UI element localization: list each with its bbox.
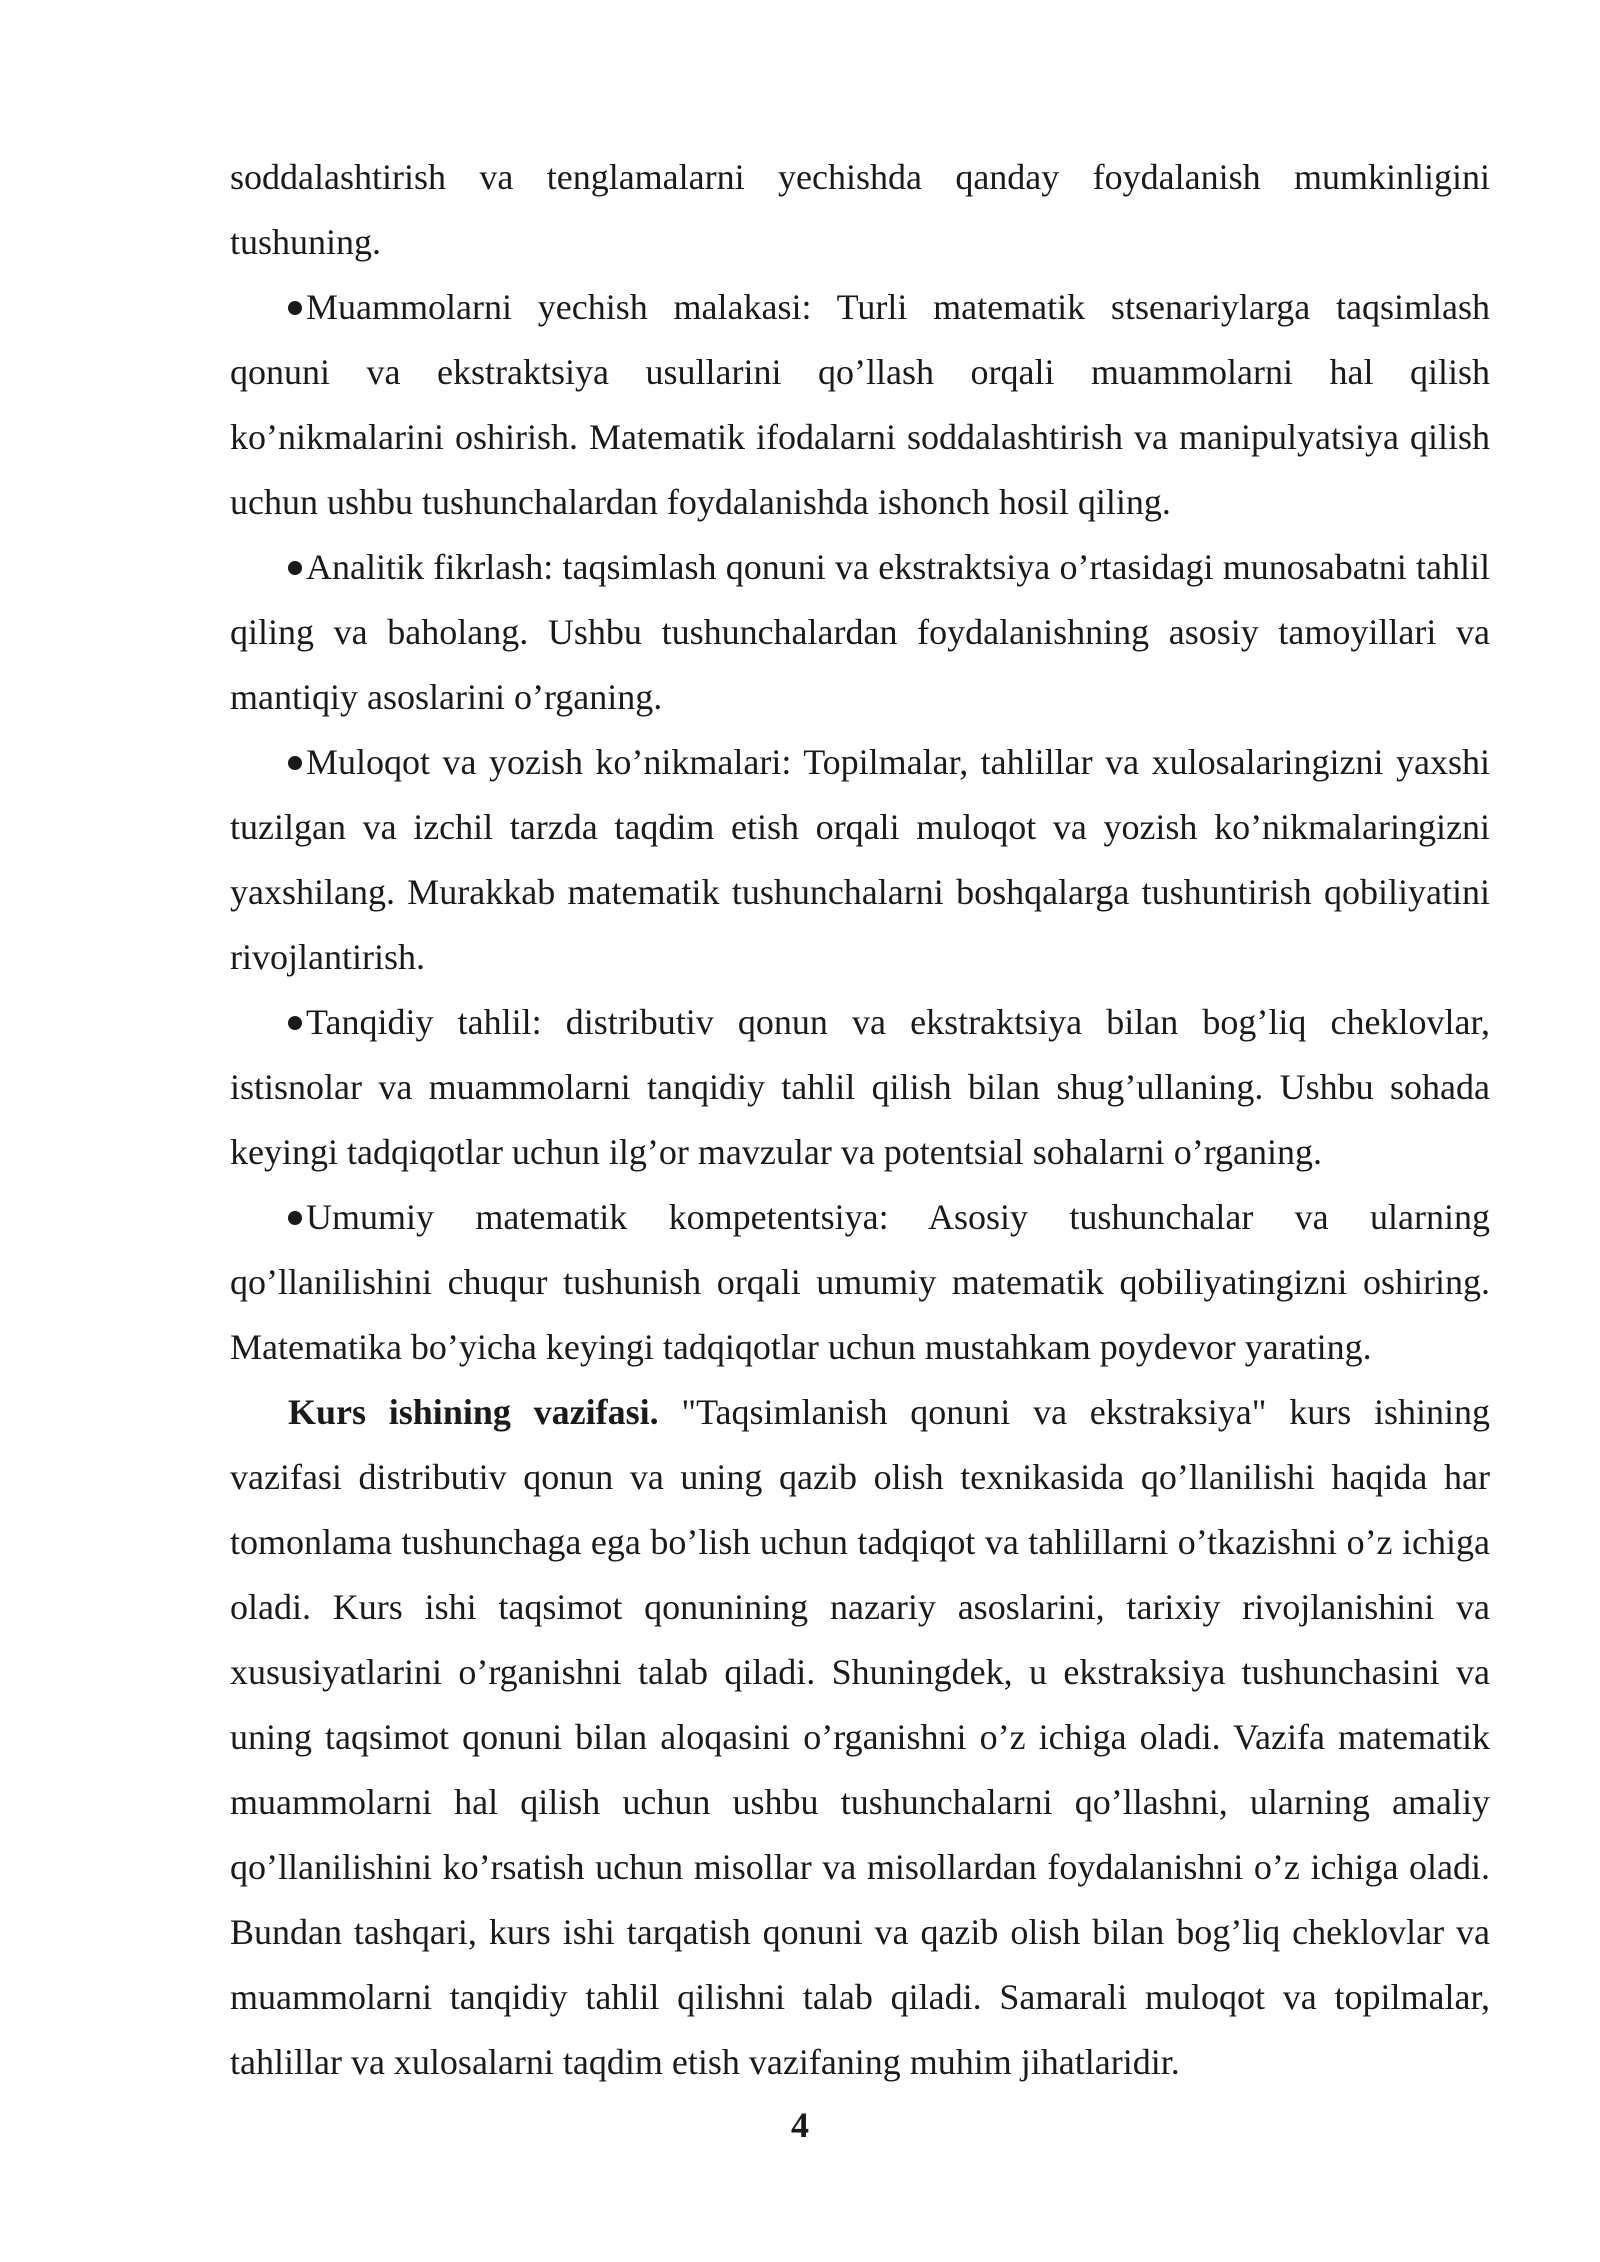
bullet-item-analytical-thinking [230,535,1490,730]
bullet-text: Muloqot va yozish ko’nikmalari: Topilmalar, tahlillar va xulosalaringizni yaxshi tuzilgan va izchil tarzda taqdim etish orqali muloqot va yozish ko’nikmalaringizni yaxshilang. Murakkab matematik tushunchalarni boshqalarga tushuntirish qobiliyatini rivojlantirish. [230,742,1490,977]
bullet-text: Analitik fikrlash: taqsimlash qonuni va ekstraktsiya o’rtasidagi munosabatni tahlil qiling va baholang. Ushbu tushunchalardan foydalanishning asosiy tamoyillari va mantiqiy asoslarini o’rganing. [230,547,1490,717]
bullet-text: Muammolarni yechish malakasi: Turli matematik stsenariylarga taqsimlash qonuni va ekstraktsiya usullarini qo’llash orqali muammolarni hal qilish ko’nikmalarini oshirish. Matematik ifodalarni soddalashtirish va manipulyatsiya qilish uchun ushbu tushunchalardan foydalanishda ishonch hosil qiling. [230,287,1490,522]
bullet-icon [288,301,302,315]
bullet-item-critical-analysis [230,990,1490,1185]
bullet-item-communication-skills [230,730,1490,990]
bullet-icon [288,756,302,770]
document-page [230,145,1490,2095]
intro-continuation-paragraph: soddalashtirish va tenglamalarni yechishda qanday foydalanish mumkinligini tushuning. [230,157,1490,262]
bullet-icon [288,1211,302,1225]
bullet-icon [288,1016,302,1030]
page-number: 4 [791,2105,809,2145]
bullet-icon [288,561,302,575]
bullet-item-problem-solving [230,275,1490,535]
task-body: "Taqsimlanish qonuni va ekstraksiya" kurs ishining vazifasi distributiv qonun va uning qazib olish texnikasida qo’llanilishi haqida har tomonlama tushunchaga ega bo’lish uchun tadqiqot va tahlillarni o’tkazishni o’z ichiga oladi. Kurs ishi taqsimot qonunining nazariy asoslarini, tarixiy rivojlanishini va xususiyatlarini o’rganishni talab qiladi. Shuningdek, u ekstraksiya tushunchasini va uning taqsimot qonuni bilan aloqasini o’rganishni o’z ichiga oladi. Vazifa matematik muammolarni hal qilish uchun ushbu tushunchalarni qo’llashni, ularning amaliy qo’llanilishini ko’rsatish uchun misollar va misollardan foydalanishni o’z ichiga oladi. Bundan tashqari, kurs ishi tarqatish qonuni va qazib olish bilan bog’liq cheklovlar va muammolarni tanqidiy tahlil qilishni talab qiladi. Samarali muloqot va topilmalar, tahlillar va xulosalarni taqdim etish vazifaning muhim jihatlaridir. [230,1392,1490,2082]
task-heading: Kurs ishining vazifasi. [288,1392,659,1432]
bullet-text: Umumiy matematik kompetentsiya: Asosiy tushunchalar va ularning qo’llanilishini chuqur tushunish orqali umumiy matematik qobiliyatingizni oshiring. Matematika bo’yicha keyingi tadqiqotlar uchun mustahkam poydevor yarating. [230,1197,1490,1367]
task-paragraph [230,1380,1490,2095]
bullet-text: Tanqidiy tahlil: distributiv qonun va ekstraktsiya bilan bog’liq cheklovlar, istisnolar va muammolarni tanqidiy tahlil qilish bilan shug’ullaning. Ushbu sohada keyingi tadqiqotlar uchun ilg’or mavzular va potentsial sohalarni o’rganing. [230,1002,1490,1172]
bullet-item-math-competence [230,1185,1490,1380]
